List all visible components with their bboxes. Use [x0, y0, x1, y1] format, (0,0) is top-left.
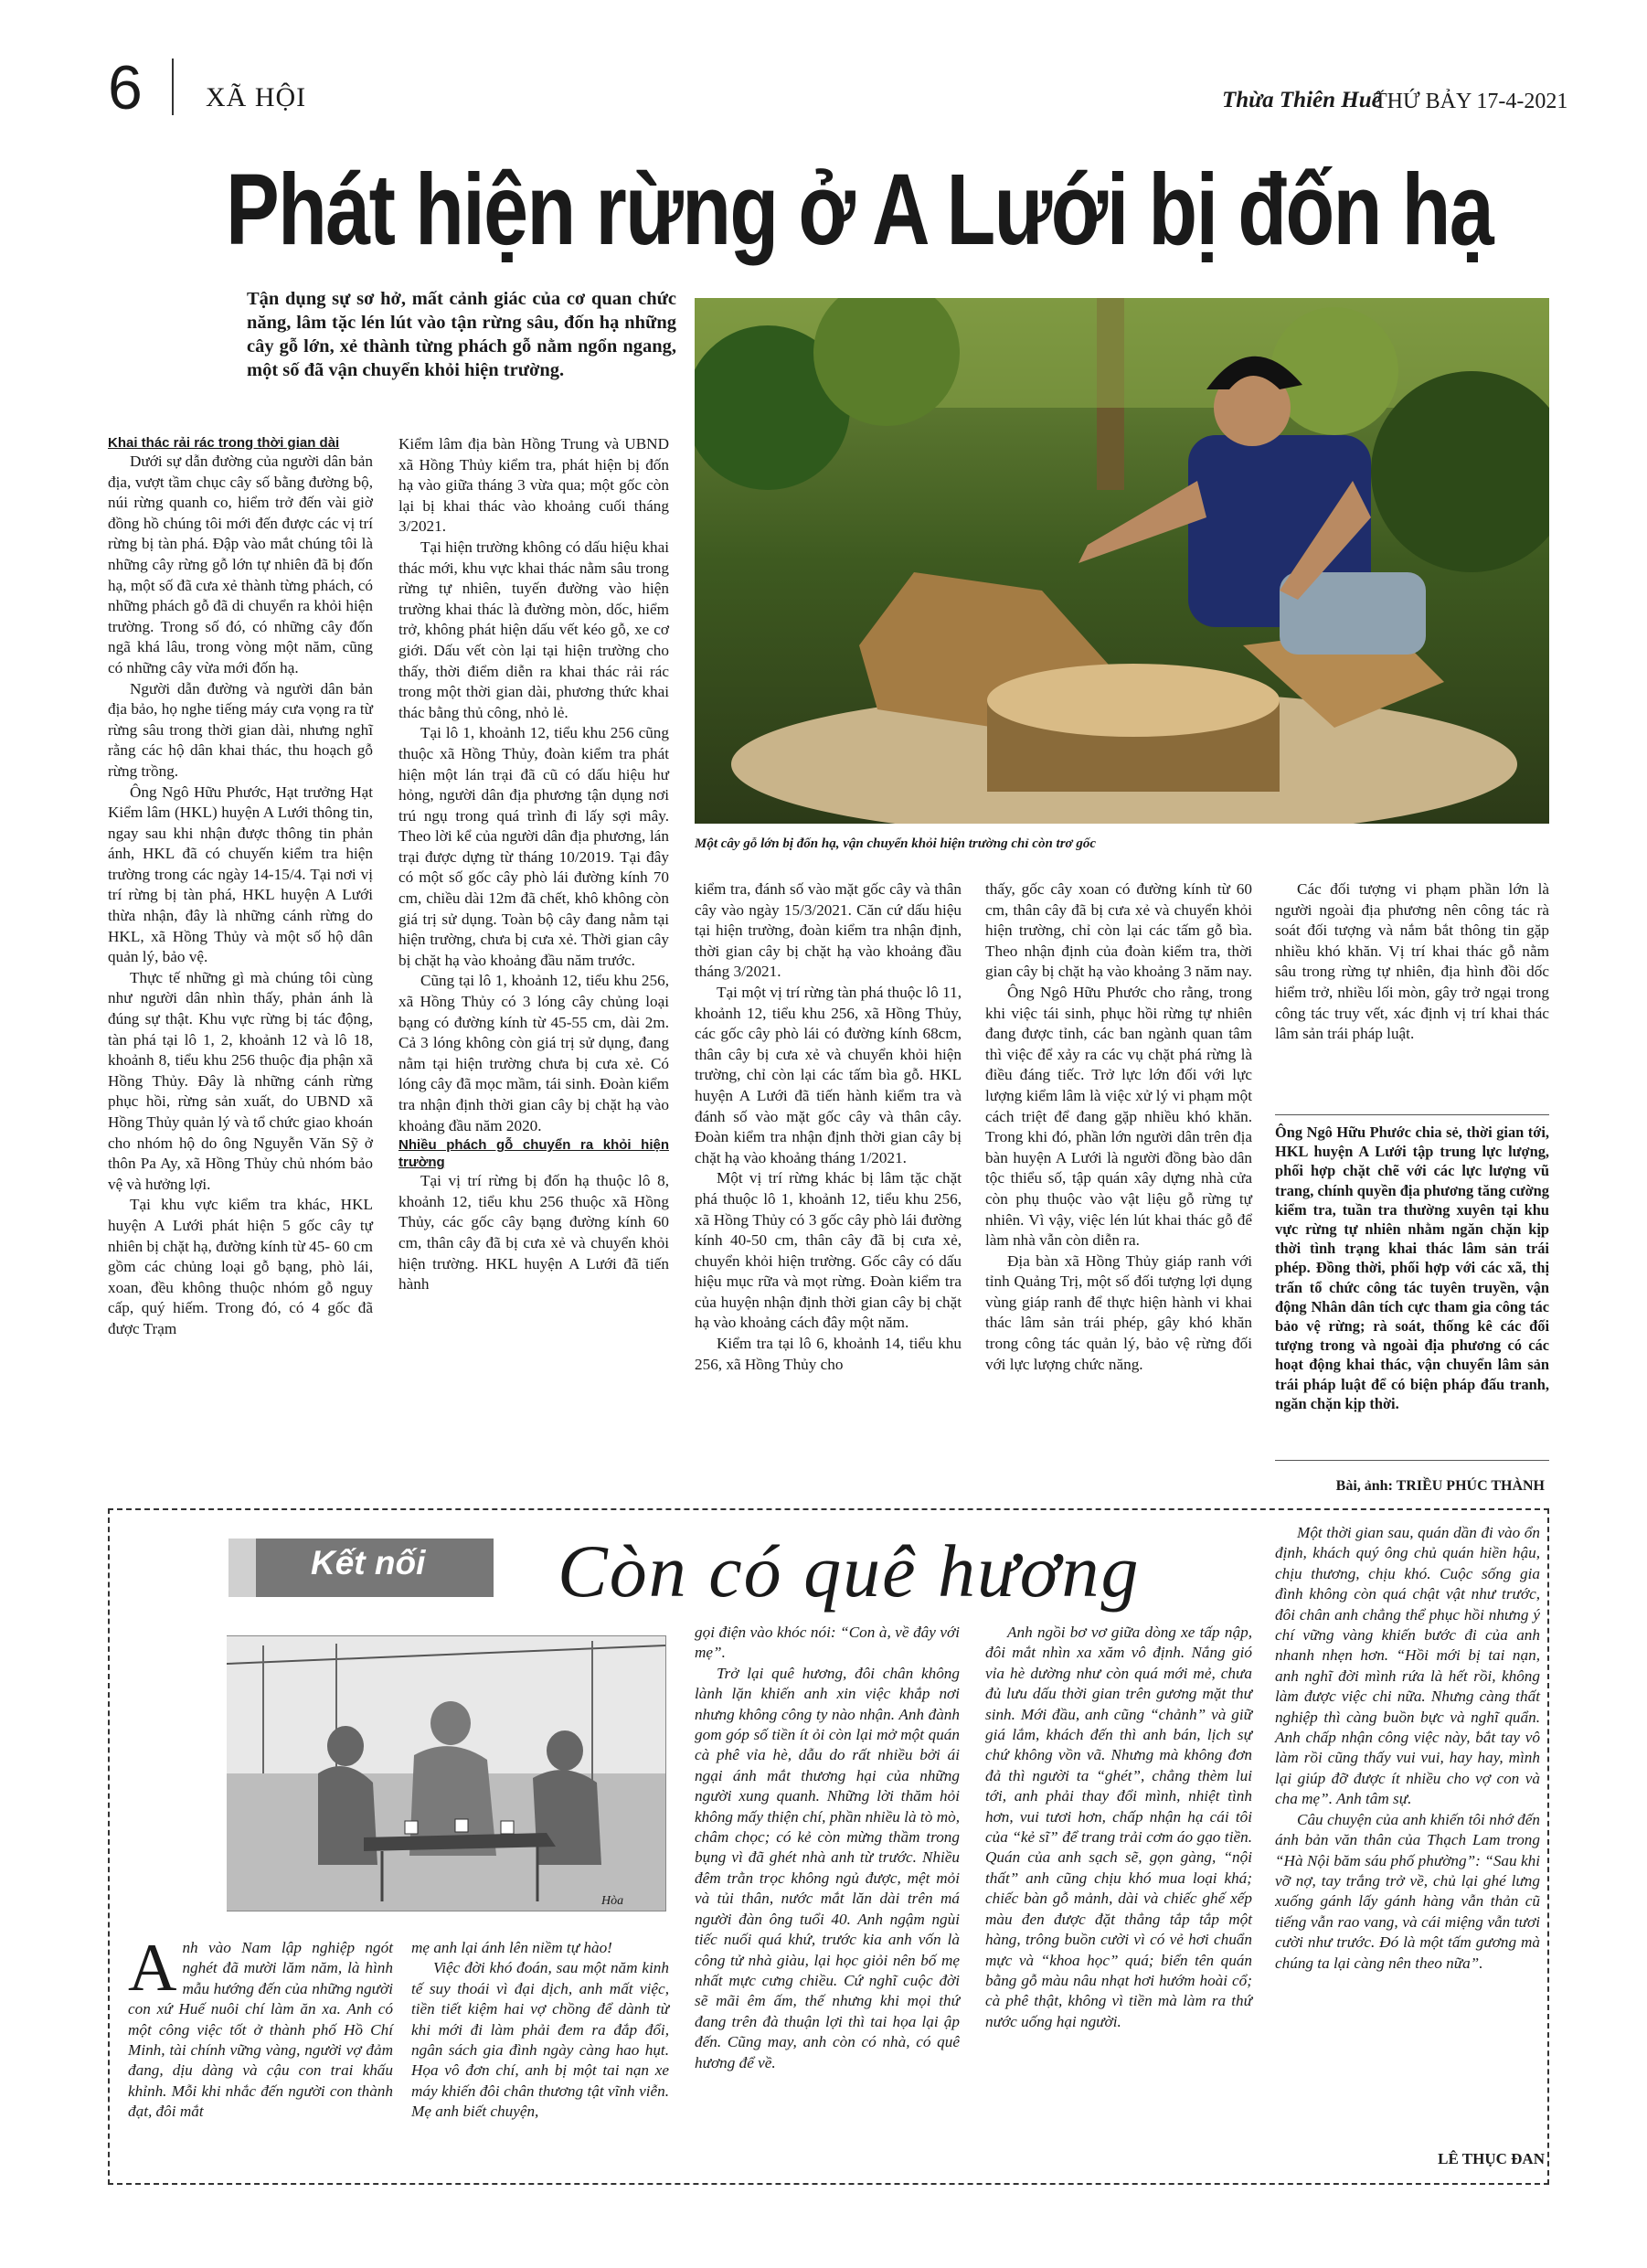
paragraph: mẹ anh lại ánh lên niềm tự hào! [411, 1939, 612, 1956]
header-divider [172, 59, 174, 115]
issue-date: THỨ BẢY 17-4-2021 [1374, 90, 1568, 113]
paragraph: Cũng tại lô 1, khoảnh 12, tiểu khu 256, xã Hồng Thủy có 3 lóng cây chủng loại bạng có đường kính từ 45-55 cm, dài 2m. Cả 3 lóng không còn giá trị sử dụng, đang nằm tại hiện trường chưa bị cưa xẻ. Có lóng cây đã mọc mầm, tái sinh. Đoàn kiểm tra nhận định thời gian cây bị chặt hạ vào khoảng đầu năm 2020. [398, 972, 669, 1134]
feature-column-4 [985, 1623, 1252, 2032]
article-column-4 [985, 879, 1252, 1375]
paragraph: Tại lô 1, khoảnh 12, tiểu khu 256 cũng thuộc xã Hồng Thủy, đoàn kiểm tra phát hiện một lán trại đã cũ có dấu hiệu hư hỏng, người dân địa phương tận dụng nơi trú ngụ trong quá trình đi lấy sợi mây. Theo lời kể của người dân địa phương, lán trại được dựng từ tháng 10/2019. Tại đây có một số gốc cây phò lái đường kính 70 cm, chiều dài 12m đã chết, khô không còn giá trị sử dụng. Toàn bộ cây đang nằm tại hiện trường, chưa bị cưa xẻ. Thời gian cây bị chặt hạ vào khoảng đầu năm trước. [398, 724, 669, 969]
article-lead: Tận dụng sự sơ hở, mất cảnh giác của cơ quan chức năng, lâm tặc lén lút vào tận rừng sâu, đốn hạ những cây gỗ lớn, xẻ thành từng phách gỗ nằm ngổn ngang, một số đã vận chuyển khỏi hiện trường. [247, 289, 676, 380]
paragraph: Kiểm lâm địa bàn Hồng Trung và UBND xã Hồng Thủy kiểm tra, phát hiện bị đốn hạ vào giữa tháng 3 vừa qua; một gốc còn lại bị khai thác vào khoảng cuối tháng 3/2021. [398, 435, 669, 536]
article-column-2 [398, 434, 669, 1295]
subhead-1: Khai thác rải rác trong thời gian dài [108, 435, 340, 451]
paragraph: Tại vị trí rừng bị đốn hạ thuộc lô 8, khoảnh 12, tiểu khu 256 thuộc xã Hồng Thủy, các gốc cây bạng đường kính 60 cm, thân cây đã bị cưa xẻ và chuyển khỏi hiện trường. HKL huyện A Lưới đã tiến hành [398, 1172, 669, 1294]
headline: Phát hiện rừng ở A Lưới bị đốn hạ [226, 154, 1493, 266]
paragraph: Một thời gian sau, quán dần đi vào ổn định, khách quý ông chủ quán hiền hậu, chịu thương, chịu khó. Cuộc sống gia đình không còn quá chật vật như trước, đôi chân anh chẳng thể phục hồi nhưng ý chí vững vàng khiến bước đi của anh nhanh nhẹn hơn. “Hồi mới bị tai nạn, anh nghĩ đời mình rứa là hết rồi, không làm được việc chi nữa. Nhưng càng thất nghiệp thì càng buồn bực và nghĩ quẩn. Anh chấp nhận công việc này, bắt tay vô làm rồi cũng thấy vui vui, hay hay, mình lại giúp đỡ được ít nhiều cho vợ con và cha mẹ”. Anh tâm sự. [1275, 1524, 1540, 1808]
article-column-1 [108, 434, 373, 1340]
paragraph: Thực tế những gì mà chúng tôi cùng như người dân nhìn thấy, phản ánh là đúng sự thật. Khu vực rừng bị tác động, tàn phá tại lô 1, 2, khoảnh 12 và lô 18, khoảnh 8, tiểu khu 256 thuộc địa phận xã Hồng Thủy. Đây là những cánh rừng phục hồi, rừng sản xuất, do UBND xã Hồng Thủy quản lý và tổ chức giao khoán cho nhóm hộ do ông Nguyễn Văn Sỹ ở thôn Pa Ay, xã Hồng Thủy chủ nhóm bảo vệ và hưởng lợi. [108, 968, 373, 1193]
article-photo [695, 298, 1549, 824]
paragraph: Kiểm tra tại lô 6, khoảnh 14, tiểu khu 256, xã Hồng Thủy cho [695, 1335, 962, 1373]
highlight-quote: Ông Ngô Hữu Phước chia sẻ, thời gian tới, HKL huyện A Lưới tập trung lực lượng, phối hợp chặt chẽ với các lực lượng vũ trang, chính quyền địa phương tăng cường kiểm tra, tuần tra thường xuyên tại khu vực rừng tự nhiên nhằm ngăn chặn kịp thời tình trạng khai thác lâm sản trái phép. Đồng thời, phối hợp với các xã, thị trấn tổ chức công tác tuyên truyền, vận động Nhân dân tích cực tham gia công tác bảo vệ rừng; rà soát, thống kê các đối tượng trong và ngoài địa phương có các hoạt động khai thác, vận chuyển lâm sản trái pháp luật để có biện pháp đấu tranh, ngăn chặn kịp thời. [1275, 1123, 1549, 1412]
paragraph: Người dẫn đường và người dân bản địa bảo, họ nghe tiếng máy cưa vọng ra từ rừng sâu trong thời gian dài, nhưng nghĩ rằng các hộ dân khai thác, thu hoạch gỗ rừng trồng. [108, 679, 373, 780]
cafe-sketch [227, 1627, 684, 1924]
paragraph: Các đối tượng vi phạm phần lớn là người ngoài địa phương nên công tác rà soát đối tượng và nắm bắt thông tin gặp nhiều khó khăn. Vị trí khai thác gỗ nằm sâu trong rừng tự nhiên, địa hình đồi dốc hiểm trở, nhiều lối mòn, gây trở ngại trong công tác truy vết, xác định vị trí khai thác lâm sản trái pháp luật. [1275, 880, 1549, 1043]
article-column-5 [1275, 879, 1549, 1045]
paragraph: Một vị trí rừng khác bị lâm tặc chặt phá thuộc lô 1, khoảnh 12, tiểu khu 256, xã Hồng Thủy có 3 gốc cây phò lái đường kính 40-50 cm, thân cây đã bị cưa xẻ, chuyển khỏi hiện trường. Gốc cây có dấu hiệu mục rữa và mọt rừng. Đoàn kiểm tra của huyện nhận định thời gian cây bị chặt hạ vào khoảng cách đây một năm. [695, 1169, 962, 1332]
paragraph: kiểm tra, đánh số vào mặt gốc cây và thân cây vào ngày 15/3/2021. Căn cứ dấu hiệu tại hiện trường, đoàn kiểm tra nhận định, thời gian cây bị chặt hạ vào khoảng đầu tháng 3/2021. [695, 880, 962, 981]
illustrator-signature: Hòa [601, 1894, 624, 1908]
quote-bottom-rule [1275, 1460, 1549, 1461]
paragraph: Địa bàn xã Hồng Thủy giáp ranh với tỉnh Quảng Trị, một số đối tượng lợi dụng vùng giáp ranh để thực hiện hành vi khai thác lâm sản trái phép, gây khó khăn trong công tác quản lý, bảo vệ rừng đối với lực lượng chức năng. [985, 1251, 1252, 1373]
paragraph: Ông Ngô Hữu Phước, Hạt trưởng Hạt Kiểm lâm (HKL) huyện A Lưới thông tin, ngay sau khi nhận được thông tin phản ánh, HKL đã có chuyến kiểm tra hiện trường trong các ngày 14-15/4. Tại nơi vị trí rừng bị tàn phá, HKL huyện A Lưới thừa nhận, đây là những cánh rừng do HKL, xã Hồng Thủy và một số hộ dân quản lý, bảo vệ. [108, 783, 373, 966]
paragraph: Dưới sự dẫn đường của người dân bản địa, vượt tầm chục cây số bằng đường bộ, núi rừng quanh co, hiểm trở đến vài giờ đồng hồ chúng tôi mới đến được các vị trí rừng bị tàn phá. Đập vào mắt chúng tôi là những cây rừng gỗ lớn tự nhiên đã bị đốn hạ, một số đã cưa xẻ thành từng phách, có những phách gỗ đã di chuyển ra khỏi hiện trường. Trong số đó, có những cây đốn ngã khá lâu, trong vòng một năm, cũng có những cây vừa mới đốn hạ. [108, 453, 373, 676]
byline: Bài, ảnh: TRIỀU PHÚC THÀNH [1335, 1478, 1545, 1494]
page-number: 6 [108, 53, 143, 122]
paragraph: gọi điện vào khóc nói: “Con à, về đây với mẹ”. [695, 1624, 960, 1662]
paragraph: Tại hiện trường không có dấu hiệu khai thác mới, khu vực khai thác nằm sâu trong rừng tự nhiên, tuyến đường vào hiện trường khai thác là đường mòn, dốc, hiểm trở, không phát hiện dấu vết kéo gỗ, xe cơ giới. Dấu vết còn lại tại hiện trường cho thấy, thời điểm diễn ra khai thác rải rác trong một thời gian dài, phương thức khai thác bằng thủ công, nhỏ lẻ. [398, 538, 669, 721]
section-label: XÃ HỘI [206, 82, 307, 112]
feature-author: LÊ THỤC ĐAN [1438, 2150, 1545, 2167]
feature-title: Còn có quê hương [558, 1529, 1141, 1613]
paragraph [128, 1931, 393, 2123]
publication-name: Thừa Thiên Huế [1222, 88, 1382, 112]
paragraph: Câu chuyện của anh khiến tôi nhớ đến ánh bản văn thân của Thạch Lam trong “Hà Nội băm sáu phố phường”: “Sau khi vỡ nợ, tay trắng trở về, chủ lại ghé lưng xuống gánh lấy gánh hàng vẫn thản cũ tiếng vẫn rao vang, và cái miệng vẫn tươi cười như trước. Đó là một tấm gương mà chúng ta lại càng nên theo nữa”. [1275, 1810, 1540, 1972]
article-column-3 [695, 879, 962, 1375]
quote-top-rule [1275, 1114, 1549, 1115]
paragraph: thấy, gốc cây xoan có đường kính từ 60 cm, thân cây đã bị cưa xẻ và chuyển khỏi hiện trường, chỉ còn lại các tấm gỗ bìa. Theo nhận định của đoàn kiểm tra, thời gian cây bị chặt hạ vào khoảng 3 năm nay. [985, 880, 1252, 981]
feature-column-2 [411, 1938, 669, 2123]
paragraph: Tại một vị trí rừng tàn phá thuộc lô 11, khoảnh 12, tiểu khu 256, xã Hồng Thủy, các gốc cây phò lái có đường kính 68cm, thân cây bị cưa xẻ và chuyển khỏi hiện trường, chỉ còn lại các tấm bìa gỗ. HKL huyện A Lưới đã tiến hành kiểm tra và đánh số vào mặt gốc cây và thân cây. Đoàn kiểm tra nhận định thời gian cây bị chặt hạ vào khoảng tháng 1/2021. [695, 983, 962, 1166]
subhead-2: Nhiều phách gỗ chuyển ra khỏi hiện trường [398, 1137, 669, 1171]
paragraph: Tại khu vực kiểm tra khác, HKL huyện A Lưới phát hiện 5 gốc cây tự nhiên bị chặt hạ, đường kính từ 45- 60 cm gồm các chủng loại gỗ bạng, phò lái, xoan, đều không thuộc nhóm gỗ nguy cấp, quý hiếm. Trong đó, có 4 gốc đã được Trạm [108, 1196, 373, 1337]
feature-label: Kết nối [311, 1544, 426, 1581]
forest-stump-photo [695, 298, 1549, 824]
paragraph: Anh ngồi bơ vơ giữa dòng xe tấp nập, đôi mắt nhìn xa xăm vô định. Nắng gió vỉa hè dường như còn quá mới mẻ, chưa đủ lưu dấu thời gian trên gương mặt thư sinh. Mới đầu, anh cũng “chảnh” và giữ giá lắm, khách đến thì anh bán, lịch sự chứ không vồn vã. Nhưng mà không đơn đả thì người ta “ghét”, chẳng thèm lui tới, anh phải thay đổi mình, nhiệt tình hơn, vui tươi hơn, chấp nhận hạ cái tôi của “kẻ sĩ” để trang trải cơm áo gạo tiền. Quán của anh sạch sẽ, gọn gàng, “nội thất” anh cũng chịu khó mua loại khá; chiếc bàn gỗ mảnh, dài và chiếc ghế xếp màu đen được đặt thẳng tắp tắp một hàng, trông buồn cười vì có vẻ hơi chuẩn mực và “khoa học” quá; biển tên quán bằng gỗ màu nâu nhạt hơi hướm hoài cổ; cà phê thật, không vì tiền mà làm ra thứ nước uống hại người. [985, 1624, 1252, 2030]
paragraph: Việc đời khó đoán, sau một năm kinh tế suy thoái vì đại dịch, anh mất việc, tiền tiết kiệm hai vợ chồng để dành từ khi mới đi làm phải đem ra đắp đổi, ngân sách gia đình ngày càng hao hụt. Họa vô đơn chí, anh bị một tai nạn xe máy khiến đôi chân thương tật vĩnh viễn. Mẹ anh biết chuyện, [411, 1959, 669, 2121]
feature-column-1 [128, 1931, 393, 2123]
photo-caption: Một cây gỗ lớn bị đốn hạ, vận chuyển khỏi hiện trường chỉ còn trơ gốc [695, 836, 1097, 851]
feature-column-5 [1275, 1523, 1540, 1974]
cafe-illustration [227, 1627, 684, 1924]
paragraph: Ông Ngô Hữu Phước cho rằng, trong khi việc tái sinh, phục hồi rừng tự nhiên đang được tỉnh, các ban ngành quan tâm thì việc để xảy ra các vụ chặt phá rừng là điều đáng tiếc. Trở lực lớn đối với lực lượng kiểm lâm là việc xử lý vi phạm một cách triệt để đang gặp nhiều khó khăn. Trong khi đó, phần lớn người dân trên địa bàn huyện A Lưới là người đồng bào dân tộc thiểu số, tập quán xây dựng nhà cửa còn phụ thuộc vào vật liệu gỗ rừng tự nhiên. Vì vậy, việc lén lút khai thác gỗ để làm nhà vẫn còn diễn ra. [985, 983, 1252, 1250]
paragraph-text: nh vào Nam lập nghiệp ngót nghét đã mười lăm năm, là hình mẫu hướng đến của những người con xứ Huế nuôi chí làm ăn xa. Anh có một công việc tốt ở thành phố Hồ Chí Minh, tài chính vững vàng, người vợ đảm đang, dịu dàng và cậu con trai khấu khỉnh. Mỗi khi nhắc đến người con thành đạt, đôi mắt [128, 1939, 393, 2121]
drop-cap: A [128, 1931, 177, 2006]
feature-column-3 [695, 1623, 960, 2073]
paragraph: Trở lại quê hương, đôi chân không lành lặn khiến anh xin việc khắp nơi nhưng không công ty nào nhận. Anh đành gom góp số tiền ít ỏi còn lại mở một quán cà phê vỉa hè, dẫu do rất nhiều bởi ái ngại ánh mắt thương hại của những người xung quanh. Những lời thăm hỏi không mấy thiện chí, phần nhiều là tò mò, châm chọc; có kẻ còn mừng thầm trong bụng vì đã ghét nhà anh từ trước. Nhiều đêm trằn trọc không ngủ được, mệt mỏi và tủi thân, nước mắt lăn dài trên má người đàn ông tuổi 40. Anh ngậm ngùi tiếc nuối quá khứ, trước kia anh vốn là công tử nhà giàu, lại học giỏi nên bố mẹ nhất mực cưng chiều. Cứ nghĩ cuộc đời sẽ mãi êm ấm, thế nhưng khi mọi thứ đang trên đà thuận lợi thì tai họa lại ập đến. Cũng may, anh còn có nhà, có quê hương để về. [695, 1664, 960, 2071]
